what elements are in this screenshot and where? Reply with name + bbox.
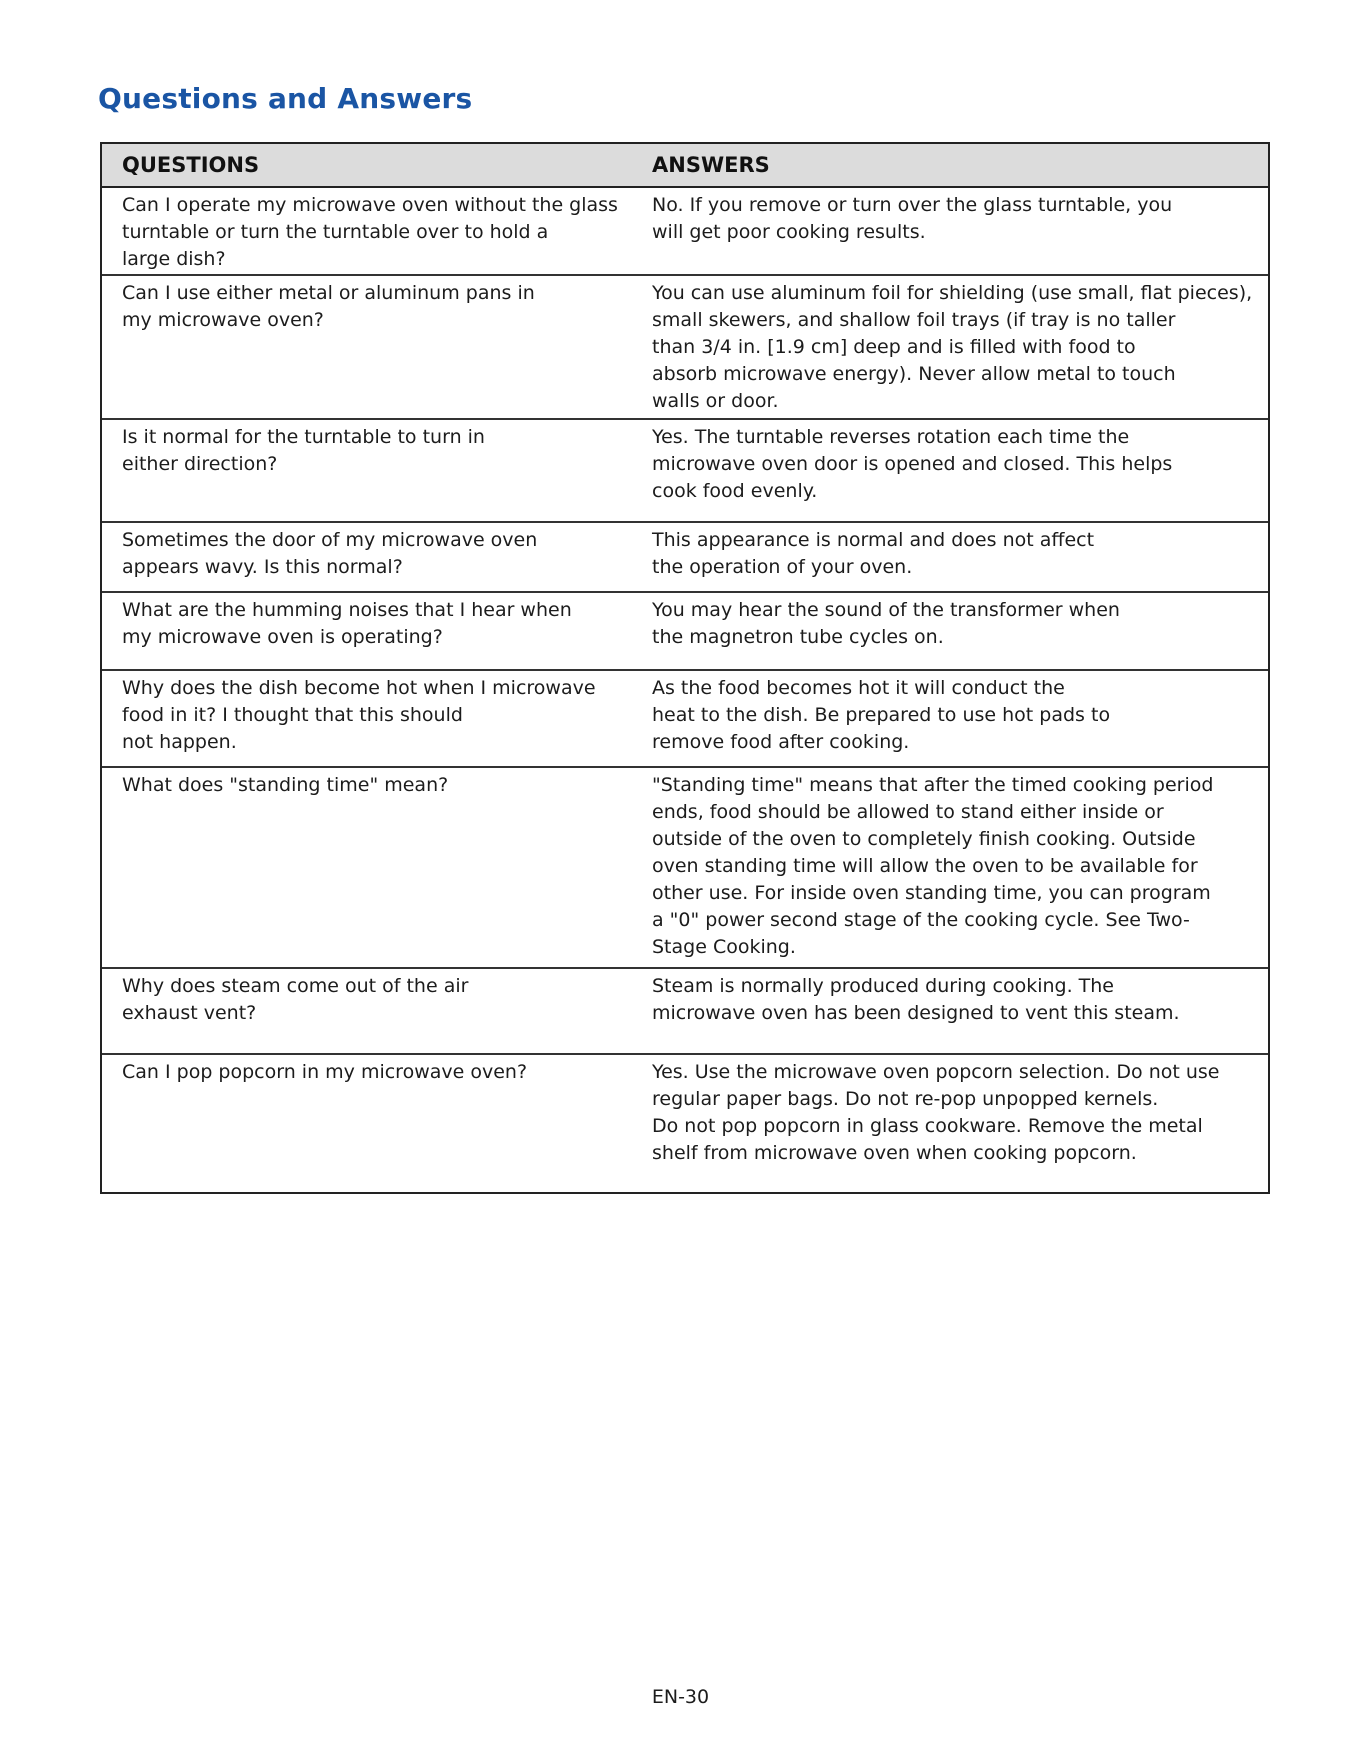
- table-row: [102, 671, 1268, 768]
- page-title: Questions and Answers: [98, 82, 473, 115]
- question-cell: What does "standing time" mean?: [122, 774, 449, 796]
- answer-cell: As the food becomes hot it will conduct the heat to the dish. Be prepared to use hot pads to remove food after cooking.: [652, 677, 1111, 753]
- qa-table: [100, 142, 1270, 1194]
- table-row: [102, 523, 1268, 593]
- question-cell: Can I operate my microwave oven without the glass turntable or turn the turntable over to hold a large dish?: [122, 194, 618, 270]
- questions-column-header: QUESTIONS: [122, 153, 260, 177]
- table-row: [102, 1055, 1268, 1192]
- table-row: [102, 420, 1268, 523]
- question-cell: Why does the dish become hot when I microwave food in it? I thought that this should not happen.: [122, 677, 596, 753]
- table-row: [102, 768, 1268, 969]
- answers-column-header: ANSWERS: [652, 153, 770, 177]
- question-cell: Is it normal for the turntable to turn in either direction?: [122, 426, 485, 475]
- table-header: [102, 144, 1268, 188]
- answer-cell: No. If you remove or turn over the glass turntable, you will get poor cooking results.: [652, 194, 1173, 243]
- table-row: [102, 969, 1268, 1055]
- answer-cell: Yes. The turntable reverses rotation each time the microwave oven door is opened and closed. This helps cook food evenly.: [652, 426, 1173, 502]
- question-cell: Can I use either metal or aluminum pans in my microwave oven?: [122, 282, 535, 331]
- table-row: [102, 593, 1268, 671]
- question-cell: What are the humming noises that I hear when my microwave oven is operating?: [122, 599, 572, 648]
- question-cell: Why does steam come out of the air exhaust vent?: [122, 975, 469, 1024]
- question-cell: Sometimes the door of my microwave oven appears wavy. Is this normal?: [122, 529, 538, 578]
- answer-cell: "Standing time" means that after the timed cooking period ends, food should be allowed to stand either inside or outside of the oven to completely finish cooking. Outside oven standing time will allow the oven to be available for other use. For inside oven standing time, you can program a "0" power second stage of the cooking cycle. See Two- Stage Cooking.: [652, 774, 1214, 958]
- table-row: [102, 276, 1268, 420]
- answer-cell: You may hear the sound of the transformer when the magnetron tube cycles on.: [652, 599, 1120, 648]
- answer-cell: You can use aluminum foil for shielding (use small, flat pieces), small skewers, and shallow foil trays (if tray is no taller than 3/4 in. [1.9 cm] deep and is filled with food to absorb microwave energy). Never allow metal to touch walls or door.: [652, 282, 1253, 412]
- table-row: [102, 188, 1268, 276]
- answer-cell: Steam is normally produced during cooking. The microwave oven has been designed to vent this steam.: [652, 975, 1180, 1024]
- page-number: EN-30: [651, 1686, 710, 1708]
- answer-cell: Yes. Use the microwave oven popcorn selection. Do not use regular paper bags. Do not re-pop unpopped kernels. Do not pop popcorn in glass cookware. Remove the metal shelf from microwave oven when cooking popcorn.: [652, 1061, 1220, 1164]
- answer-cell: This appearance is normal and does not affect the operation of your oven.: [652, 529, 1095, 578]
- question-cell: Can I pop popcorn in my microwave oven?: [122, 1061, 528, 1083]
